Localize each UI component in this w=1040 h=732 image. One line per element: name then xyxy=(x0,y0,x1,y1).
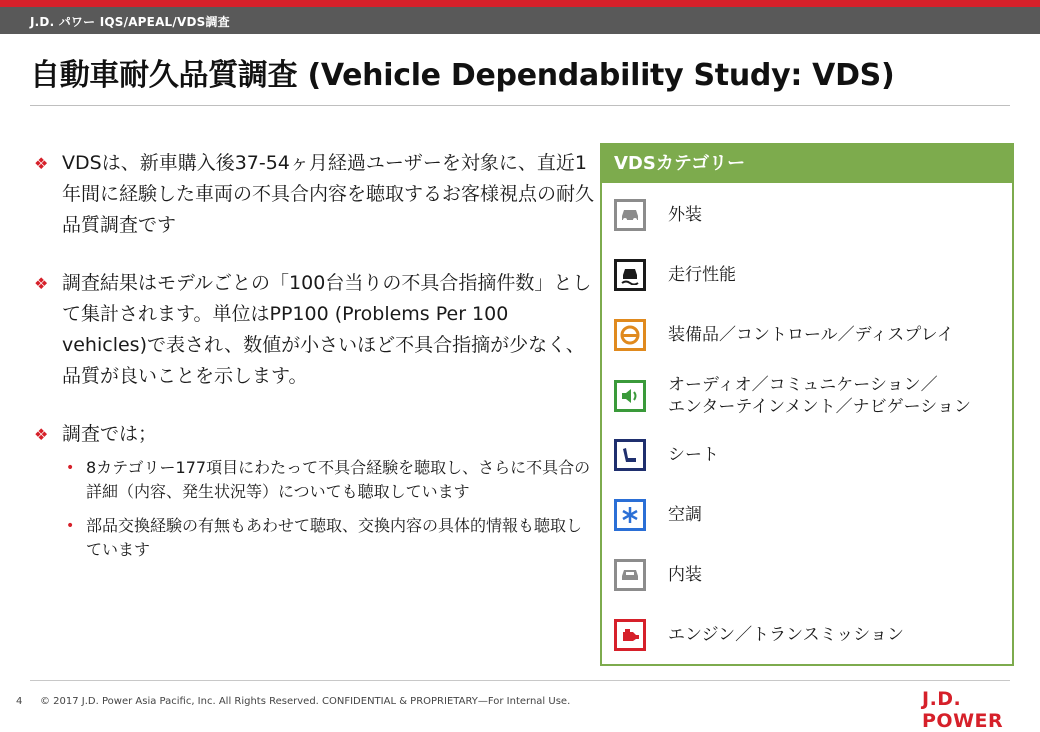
driving-performance-icon xyxy=(614,259,646,291)
sub-bullet-item xyxy=(34,456,594,504)
header-label: J.D. パワー IQS/APEAL/VDS調査 xyxy=(30,15,230,29)
panel-title: VDSカテゴリー xyxy=(602,145,1012,183)
category-label: シート xyxy=(668,445,719,465)
bullet-list xyxy=(34,148,594,572)
bullet-text: 調査では； xyxy=(62,423,158,445)
page-title: 自動車耐久品質調査 (Vehicle Dependability Study: VDS) xyxy=(30,58,895,93)
category-item xyxy=(614,555,702,595)
category-label: 走行性能 xyxy=(668,265,736,285)
sub-bullet-text: 8カテゴリー177項目にわたって不具合経験を聴取し、さらに不具合の詳細（内容、発生状況等）についても聴取しています xyxy=(86,458,591,501)
diamond-bullet-icon: ❖ xyxy=(34,425,49,444)
car-interior-icon xyxy=(614,559,646,591)
title-divider xyxy=(30,105,1010,106)
header-bar xyxy=(0,0,1040,34)
seat-icon xyxy=(614,439,646,471)
bullet-text: VDSは、新車購入後37-54ヶ月経過ユーザーを対象に、直近1年間に経験した車両の不具合内容を聴取するお客様視点の耐久品質調査です xyxy=(62,152,595,236)
category-label: エンジン／トランスミッション xyxy=(668,625,904,645)
steering-wheel-icon xyxy=(614,319,646,351)
category-label-line1: オーディオ／コミュニケーション／ xyxy=(668,375,938,395)
car-exterior-icon xyxy=(614,199,646,231)
dot-bullet-icon: • xyxy=(66,518,75,534)
category-item xyxy=(614,315,954,355)
category-item xyxy=(614,495,702,535)
brand-logo: J.D. POWER xyxy=(922,688,1004,732)
category-item xyxy=(614,195,702,235)
copyright-text: © 2017 J.D. Power Asia Pacific, Inc. All Rights Reserved. CONFIDENTIAL & PROPRIETARY—For Internal Use. xyxy=(40,696,571,707)
sub-bullet-text: 部品交換経験の有無もあわせて聴取、交換内容の具体的情報も聴取しています xyxy=(86,516,583,559)
page-number: 4 xyxy=(16,696,23,707)
category-label: 内装 xyxy=(668,565,702,585)
snowflake-icon xyxy=(614,499,646,531)
category-label: 外装 xyxy=(668,205,702,225)
speaker-icon xyxy=(614,380,646,412)
category-label: 空調 xyxy=(668,505,702,525)
sub-bullet-item xyxy=(34,514,594,562)
bullet-item xyxy=(34,268,594,392)
category-label-line2: エンターテインメント／ナビゲーション xyxy=(668,397,971,417)
diamond-bullet-icon: ❖ xyxy=(34,274,49,293)
bullet-item xyxy=(34,419,594,450)
category-item xyxy=(614,435,719,475)
header-accent-line xyxy=(0,0,1040,7)
dot-bullet-icon: • xyxy=(66,460,75,476)
category-label: 装備品／コントロール／ディスプレイ xyxy=(668,325,954,345)
category-item xyxy=(614,615,904,655)
category-label xyxy=(668,374,971,418)
category-item xyxy=(614,371,971,421)
vds-category-panel xyxy=(600,143,1014,666)
bullet-text: 調査結果はモデルごとの「100台当りの不具合指摘件数」として集計されます。単位はPP100 (Problems Per 100 vehicles)で表され、数値が小さいほど不具合指摘が少なく、品質が良いことを示します。 xyxy=(62,272,592,387)
bullet-item xyxy=(34,148,594,241)
footer-divider xyxy=(30,680,1010,681)
category-item xyxy=(614,255,736,295)
diamond-bullet-icon: ❖ xyxy=(34,154,49,173)
engine-icon xyxy=(614,619,646,651)
